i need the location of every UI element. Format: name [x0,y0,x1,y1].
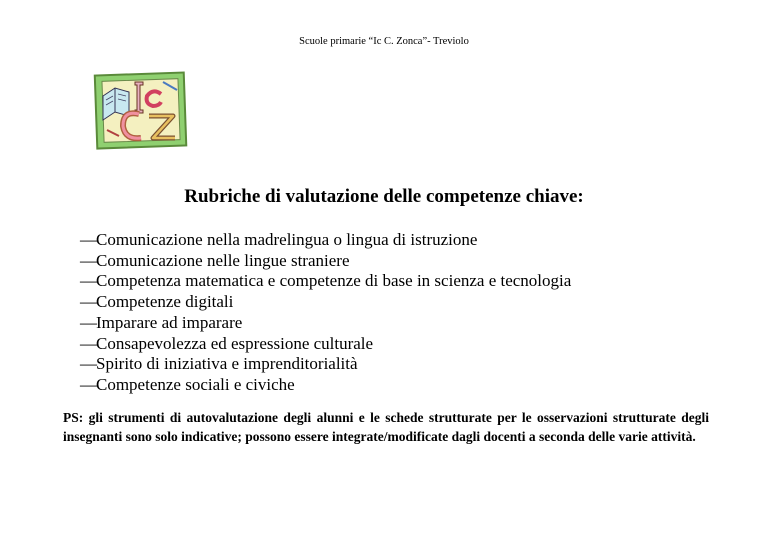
school-logo-icon [93,70,189,152]
dash-bullet: — [80,292,97,312]
list-item: — Comunicazione nelle lingue straniere [80,250,350,270]
dash-bullet: — [80,354,97,374]
list-item: — Spirito di iniziativa e imprenditorialità [80,354,358,374]
dash-bullet: — [80,250,97,270]
dash-bullet: — [80,271,97,291]
list-item: — Consapevolezza ed espressione culturale [80,333,374,353]
document-title: Rubriche di valutazione delle competenze chiave: [184,186,584,207]
ps-note: PS: gli strumenti di autovalutazione degli alunni e le schede strutturate per le osservazioni strutturate degli insegnanti sono solo indicative; possono essere integrate/modificate dagli docenti a seconda delle varie attività. [63,410,709,444]
list-item: — Competenza matematica e competenze di base in scienza e tecnologia [80,271,572,291]
dash-bullet: — [80,312,97,332]
dash-bullet: — [80,333,97,353]
competences-list [80,230,571,396]
list-item: — Imparare ad imparare [80,312,243,332]
page-header: Scuole primarie “Ic C. Zonca”- Treviolo [299,36,469,47]
dash-bullet: — [80,230,97,249]
list-item: — Competenze sociali e civiche [80,374,295,394]
list-item: — Competenze digitali [80,292,234,312]
dash-bullet: — [80,374,97,394]
list-item: — Comunicazione nella madrelingua o lingua di istruzione [80,230,478,249]
